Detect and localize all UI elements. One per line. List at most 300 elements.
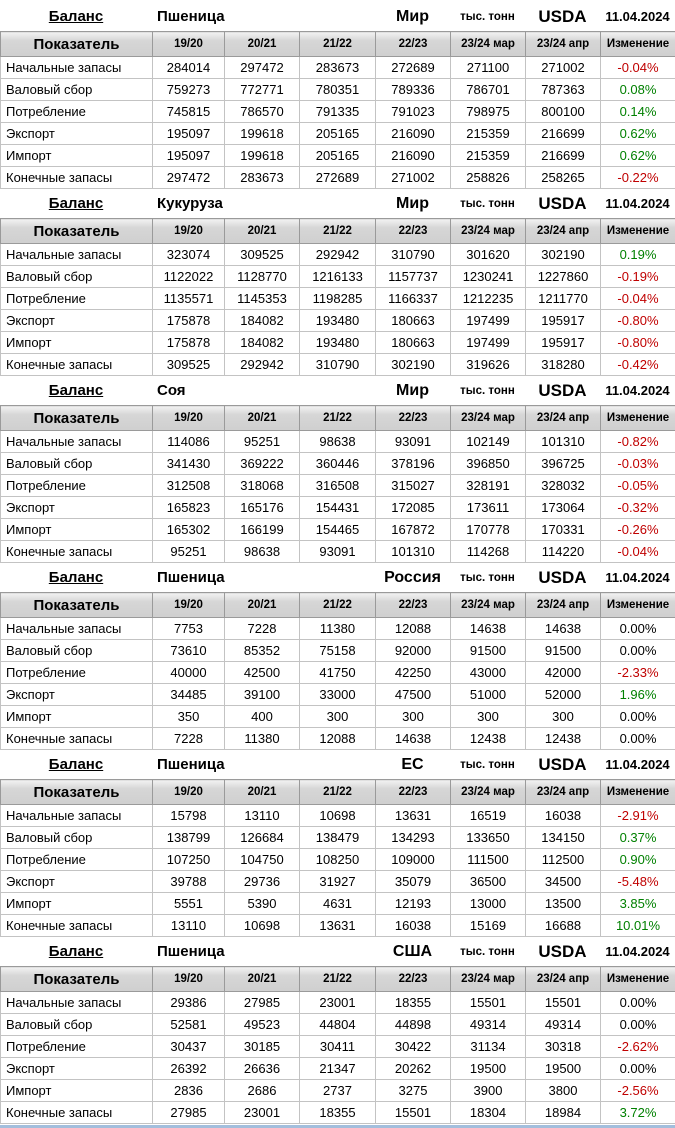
value-cell: 52000 [526,684,601,706]
value-cell: 283673 [225,167,300,189]
table-row [1,893,675,915]
value-cell: 108250 [300,849,376,871]
balance-title: Баланс [0,382,152,399]
value-cell: 42250 [376,662,451,684]
source-label: USDA [525,568,600,588]
value-cell: 154431 [300,497,376,519]
value-cell: 93091 [300,541,376,563]
value-cell: 310790 [376,244,451,266]
column-header-season: 23/24 мар [451,406,526,431]
value-cell: 15501 [526,992,601,1014]
value-cell: 29386 [153,992,225,1014]
value-cell: 43000 [451,662,526,684]
value-cell: 18984 [526,1102,601,1124]
table-row [1,1036,675,1058]
row-label: Конечные запасы [1,354,153,376]
column-header-season: 22/23 [376,967,451,992]
change-cell: -0.26% [601,519,675,541]
change-cell: -0.04% [601,57,675,79]
value-cell: 134293 [376,827,451,849]
change-cell: 0.00% [601,618,675,640]
column-header-season: 23/24 апр [526,406,601,431]
value-cell: 39788 [153,871,225,893]
change-cell: -2.91% [601,805,675,827]
value-cell: 133650 [451,827,526,849]
balance-title: Баланс [0,943,152,960]
row-label: Экспорт [1,684,153,706]
row-label: Потребление [1,288,153,310]
column-header-season: 20/21 [225,780,300,805]
change-cell: 0.00% [601,640,675,662]
value-cell: 138479 [300,827,376,849]
column-header-season: 19/20 [153,406,225,431]
value-cell: 2737 [300,1080,376,1102]
source-label: USDA [525,381,600,401]
value-cell: 12088 [300,728,376,750]
value-cell: 328032 [526,475,601,497]
value-cell: 165176 [225,497,300,519]
column-header-season: 23/24 апр [526,593,601,618]
column-header-season: 23/24 апр [526,967,601,992]
region-title: Мир [375,382,450,400]
table-body [1,805,675,937]
value-cell: 30318 [526,1036,601,1058]
value-cell: 216699 [526,145,601,167]
value-cell: 341430 [153,453,225,475]
value-cell: 798975 [451,101,526,123]
commodity-title: Соя [152,382,375,399]
column-header-change: Изменение [601,406,675,431]
column-header-season: 19/20 [153,593,225,618]
value-cell: 91500 [451,640,526,662]
value-cell: 16038 [526,805,601,827]
value-cell: 369222 [225,453,300,475]
value-cell: 41750 [300,662,376,684]
column-header-season: 20/21 [225,406,300,431]
balance-table [0,966,675,1124]
row-label: Валовый сбор [1,640,153,662]
value-cell: 319626 [451,354,526,376]
value-cell: 126684 [225,827,300,849]
value-cell: 197499 [451,332,526,354]
row-label: Потребление [1,849,153,871]
value-cell: 195097 [153,145,225,167]
value-cell: 5390 [225,893,300,915]
value-cell: 73610 [153,640,225,662]
change-cell: 0.14% [601,101,675,123]
value-cell: 30185 [225,1036,300,1058]
value-cell: 745815 [153,101,225,123]
row-label: Валовый сбор [1,453,153,475]
table-row [1,266,675,288]
column-header-season: 22/23 [376,32,451,57]
value-cell: 30437 [153,1036,225,1058]
column-header-change: Изменение [601,219,675,244]
value-cell: 98638 [300,431,376,453]
value-cell: 216090 [376,123,451,145]
table-row [1,915,675,937]
value-cell: 95251 [153,541,225,563]
column-header-season: 23/24 мар [451,780,526,805]
value-cell: 300 [451,706,526,728]
table-row [1,332,675,354]
value-cell: 284014 [153,57,225,79]
value-cell: 13110 [225,805,300,827]
value-cell: 98638 [225,541,300,563]
column-header-indicator: Показатель [1,780,153,805]
table-row [1,57,675,79]
change-cell: 10.01% [601,915,675,937]
table-title-row [0,937,675,966]
value-cell: 7228 [153,728,225,750]
row-label: Экспорт [1,497,153,519]
balance-table-block [0,376,675,563]
value-cell: 396850 [451,453,526,475]
column-header-season: 19/20 [153,219,225,244]
value-cell: 104750 [225,849,300,871]
report-date: 11.04.2024 [600,9,675,24]
value-cell: 27985 [225,992,300,1014]
table-row [1,849,675,871]
column-header-season: 23/24 мар [451,32,526,57]
table-row [1,1080,675,1102]
value-cell: 166199 [225,519,300,541]
value-cell: 195097 [153,123,225,145]
value-cell: 1198285 [300,288,376,310]
row-label: Конечные запасы [1,915,153,937]
value-cell: 15798 [153,805,225,827]
value-cell: 791335 [300,101,376,123]
value-cell: 85352 [225,640,300,662]
value-cell: 759273 [153,79,225,101]
table-body [1,57,675,189]
value-cell: 30411 [300,1036,376,1058]
row-label: Импорт [1,1080,153,1102]
balance-table-block [0,750,675,937]
value-cell: 39100 [225,684,300,706]
value-cell: 44804 [300,1014,376,1036]
value-cell: 378196 [376,453,451,475]
row-label: Конечные запасы [1,541,153,563]
value-cell: 12438 [451,728,526,750]
value-cell: 29736 [225,871,300,893]
value-cell: 258826 [451,167,526,189]
value-cell: 33000 [300,684,376,706]
row-label: Импорт [1,332,153,354]
table-row [1,167,675,189]
value-cell: 13110 [153,915,225,937]
table-row [1,541,675,563]
row-label: Экспорт [1,871,153,893]
change-cell: -0.82% [601,431,675,453]
table-row [1,827,675,849]
value-cell: 111500 [451,849,526,871]
table-row [1,354,675,376]
column-header-row [1,219,675,244]
balance-title: Баланс [0,195,152,212]
row-label: Экспорт [1,310,153,332]
balance-table [0,592,675,750]
region-title: Мир [375,195,450,213]
change-cell: 0.00% [601,728,675,750]
column-header-indicator: Показатель [1,406,153,431]
change-cell: 0.00% [601,1014,675,1036]
column-header-season: 20/21 [225,32,300,57]
change-cell: 0.00% [601,706,675,728]
value-cell: 301620 [451,244,526,266]
value-cell: 310790 [300,354,376,376]
table-row [1,244,675,266]
value-cell: 31134 [451,1036,526,1058]
row-label: Начальные запасы [1,805,153,827]
value-cell: 396725 [526,453,601,475]
value-cell: 14638 [376,728,451,750]
value-cell: 18355 [300,1102,376,1124]
value-cell: 20262 [376,1058,451,1080]
value-cell: 1166337 [376,288,451,310]
value-cell: 15501 [451,992,526,1014]
value-cell: 165302 [153,519,225,541]
value-cell: 292942 [225,354,300,376]
row-label: Конечные запасы [1,167,153,189]
value-cell: 19500 [451,1058,526,1080]
value-cell: 1157737 [376,266,451,288]
value-cell: 309525 [225,244,300,266]
value-cell: 300 [376,706,451,728]
value-cell: 172085 [376,497,451,519]
column-header-season: 23/24 апр [526,219,601,244]
table-row [1,453,675,475]
units-label: тыс. тонн [450,198,525,210]
value-cell: 3275 [376,1080,451,1102]
row-label: Потребление [1,101,153,123]
row-label: Начальные запасы [1,244,153,266]
value-cell: 19500 [526,1058,601,1080]
column-header-season: 19/20 [153,32,225,57]
value-cell: 13000 [451,893,526,915]
table-row [1,145,675,167]
row-label: Потребление [1,475,153,497]
table-row [1,431,675,453]
value-cell: 16519 [451,805,526,827]
balance-table-block [0,2,675,189]
column-header-season: 21/22 [300,967,376,992]
change-cell: -2.56% [601,1080,675,1102]
row-label: Конечные запасы [1,728,153,750]
value-cell: 197499 [451,310,526,332]
value-cell: 170778 [451,519,526,541]
change-cell: -0.22% [601,167,675,189]
change-cell: 1.96% [601,684,675,706]
value-cell: 2836 [153,1080,225,1102]
table-row [1,123,675,145]
value-cell: 49314 [451,1014,526,1036]
change-cell: -0.03% [601,453,675,475]
change-cell: 3.72% [601,1102,675,1124]
table-row [1,519,675,541]
value-cell: 318280 [526,354,601,376]
units-label: тыс. тонн [450,759,525,771]
table-row [1,728,675,750]
value-cell: 93091 [376,431,451,453]
value-cell: 1211770 [526,288,601,310]
table-body [1,618,675,750]
balance-table [0,218,675,376]
change-cell: -0.04% [601,541,675,563]
balance-title: Баланс [0,8,152,25]
column-header-indicator: Показатель [1,219,153,244]
change-cell: -0.05% [601,475,675,497]
value-cell: 23001 [300,992,376,1014]
value-cell: 101310 [376,541,451,563]
table-row [1,871,675,893]
value-cell: 787363 [526,79,601,101]
report-date: 11.04.2024 [600,196,675,211]
value-cell: 35079 [376,871,451,893]
row-label: Конечные запасы [1,1102,153,1124]
column-header-season: 23/24 апр [526,780,601,805]
balance-table [0,779,675,937]
change-cell: -0.19% [601,266,675,288]
value-cell: 323074 [153,244,225,266]
column-header-season: 21/22 [300,406,376,431]
value-cell: 95251 [225,431,300,453]
value-cell: 360446 [300,453,376,475]
value-cell: 170331 [526,519,601,541]
table-row [1,1102,675,1124]
value-cell: 272689 [376,57,451,79]
balance-table-block [0,189,675,376]
source-label: USDA [525,194,600,214]
value-cell: 175878 [153,310,225,332]
value-cell: 297472 [225,57,300,79]
value-cell: 11380 [300,618,376,640]
value-cell: 272689 [300,167,376,189]
value-cell: 318068 [225,475,300,497]
row-label: Импорт [1,706,153,728]
units-label: тыс. тонн [450,572,525,584]
table-row [1,992,675,1014]
row-label: Импорт [1,519,153,541]
balance-table [0,405,675,563]
value-cell: 36500 [451,871,526,893]
value-cell: 1216133 [300,266,376,288]
value-cell: 30422 [376,1036,451,1058]
column-header-season: 22/23 [376,780,451,805]
change-cell: 0.08% [601,79,675,101]
value-cell: 92000 [376,640,451,662]
column-header-season: 20/21 [225,219,300,244]
value-cell: 199618 [225,123,300,145]
value-cell: 180663 [376,310,451,332]
table-row [1,662,675,684]
value-cell: 786570 [225,101,300,123]
row-label: Начальные запасы [1,431,153,453]
value-cell: 1145353 [225,288,300,310]
table-title-row [0,2,675,31]
report-date: 11.04.2024 [600,944,675,959]
value-cell: 205165 [300,123,376,145]
value-cell: 34500 [526,871,601,893]
change-cell: 3.85% [601,893,675,915]
value-cell: 114086 [153,431,225,453]
table-title-row [0,376,675,405]
balance-title: Баланс [0,756,152,773]
value-cell: 7228 [225,618,300,640]
value-cell: 300 [526,706,601,728]
value-cell: 18355 [376,992,451,1014]
row-label: Импорт [1,893,153,915]
row-label: Валовый сбор [1,827,153,849]
value-cell: 13631 [300,915,376,937]
row-label: Начальные запасы [1,57,153,79]
value-cell: 102149 [451,431,526,453]
value-cell: 195917 [526,332,601,354]
table-row [1,1058,675,1080]
value-cell: 400 [225,706,300,728]
value-cell: 91500 [526,640,601,662]
value-cell: 195917 [526,310,601,332]
change-cell: -0.42% [601,354,675,376]
value-cell: 302190 [526,244,601,266]
value-cell: 10698 [225,915,300,937]
column-header-row [1,967,675,992]
value-cell: 3900 [451,1080,526,1102]
change-cell: -0.04% [601,288,675,310]
table-row [1,1014,675,1036]
value-cell: 23001 [225,1102,300,1124]
value-cell: 300 [300,706,376,728]
row-label: Начальные запасы [1,618,153,640]
source-label: USDA [525,755,600,775]
value-cell: 302190 [376,354,451,376]
column-header-row [1,406,675,431]
value-cell: 2686 [225,1080,300,1102]
column-header-change: Изменение [601,593,675,618]
value-cell: 780351 [300,79,376,101]
table-row [1,684,675,706]
change-cell: -2.33% [601,662,675,684]
table-row [1,310,675,332]
change-cell: -0.32% [601,497,675,519]
value-cell: 49523 [225,1014,300,1036]
value-cell: 10698 [300,805,376,827]
row-label: Валовый сбор [1,1014,153,1036]
value-cell: 350 [153,706,225,728]
table-row [1,805,675,827]
value-cell: 3800 [526,1080,601,1102]
value-cell: 26636 [225,1058,300,1080]
value-cell: 34485 [153,684,225,706]
value-cell: 258265 [526,167,601,189]
table-row [1,640,675,662]
table-title-row [0,189,675,218]
value-cell: 13631 [376,805,451,827]
region-title: Россия [375,569,450,587]
value-cell: 789336 [376,79,451,101]
value-cell: 114268 [451,541,526,563]
commodity-title: Пшеница [152,756,375,773]
value-cell: 101310 [526,431,601,453]
column-header-season: 19/20 [153,967,225,992]
value-cell: 175878 [153,332,225,354]
change-cell: 0.00% [601,992,675,1014]
value-cell: 12088 [376,618,451,640]
value-cell: 167872 [376,519,451,541]
value-cell: 328191 [451,475,526,497]
region-title: США [375,943,450,961]
row-label: Валовый сбор [1,266,153,288]
